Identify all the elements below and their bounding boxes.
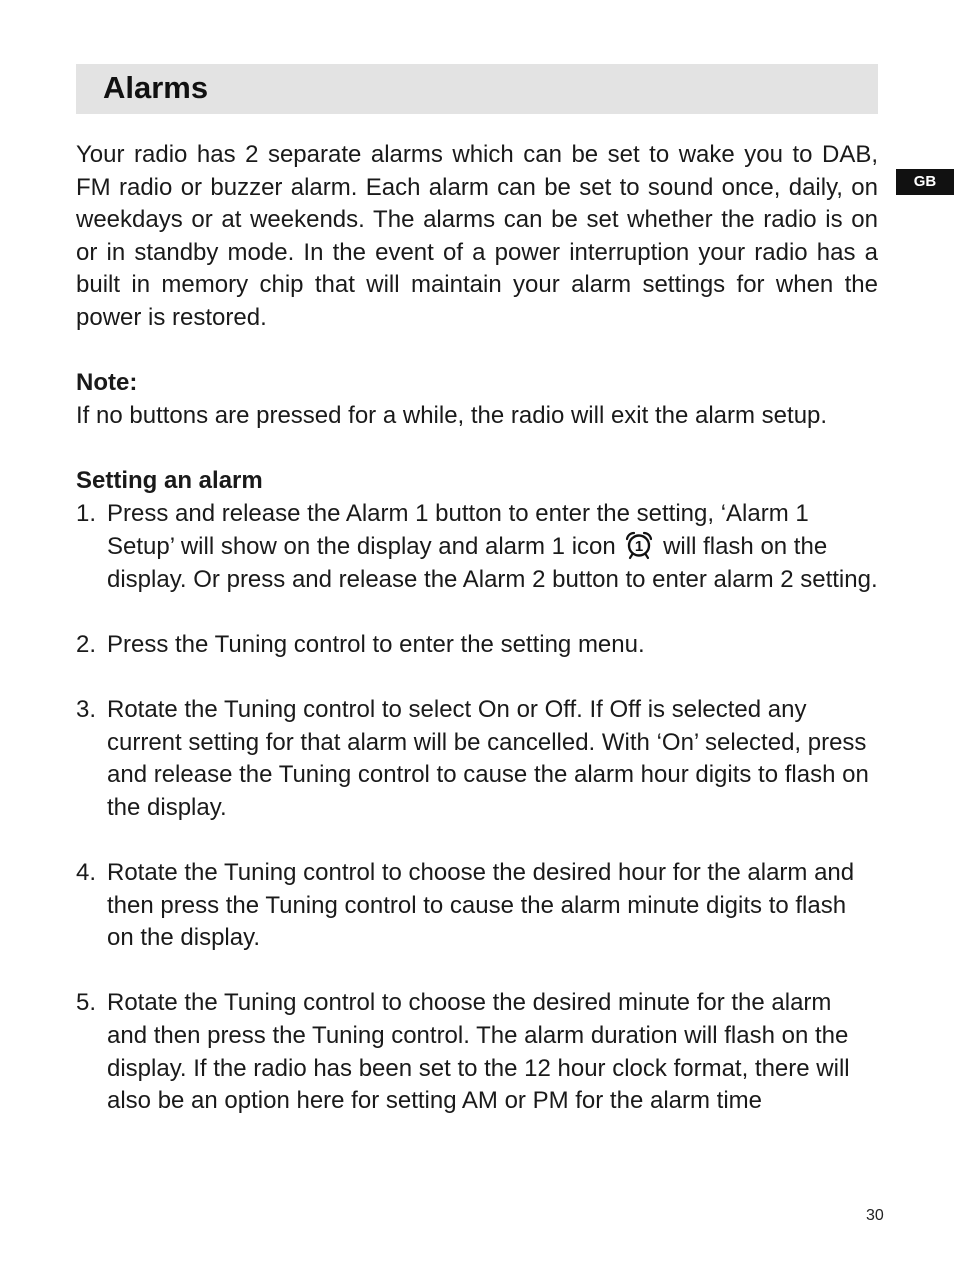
step-number: 4. xyxy=(76,859,97,887)
section-title-bar xyxy=(76,64,878,114)
spacer xyxy=(76,432,878,465)
step-item xyxy=(76,857,878,955)
step-item xyxy=(76,629,878,662)
page-title: Alarms xyxy=(103,70,209,105)
page-content xyxy=(76,139,878,1118)
step-number: 2. xyxy=(76,630,97,658)
spacer xyxy=(76,824,878,857)
step-text: Press the Tuning control to enter the setting menu. xyxy=(107,630,645,658)
step-text: Rotate the Tuning control to choose the desired hour for the alarm and then press the Tuning control to cause the alarm minute digits to flash on the display. xyxy=(107,859,855,952)
alarm-icon-digit: 1 xyxy=(635,538,644,556)
page-number: 30 xyxy=(866,1207,884,1224)
intro-paragraph: Your radio has 2 separate alarms which can be set to wake you to DAB, FM radio or buzzer alarm. Each alarm can be set to sound once, daily, on weekdays or at weekends. The alarms can be set whether the radio is on or in standby mode. In the event of a power interruption your radio has a built in memory chip that will maintain your alarm settings for when the power is restored. xyxy=(76,141,878,331)
step-number: 3. xyxy=(76,696,97,724)
spacer xyxy=(76,335,878,368)
step-item xyxy=(76,498,878,597)
step-text: Rotate the Tuning control to select On or Off. If Off is selected any current setting for that alarm will be cancelled. With ‘On’ selected, press and release the Tuning control to cause the alarm hour digits to flash on the display. xyxy=(107,696,869,821)
step-text: will flash on the display. Or press and release the Alarm 2 button to enter alarm 2 setting. xyxy=(107,533,878,593)
language-tab: GB xyxy=(896,169,954,195)
step-text: Press and release the Alarm 1 button to enter the setting, ‘Alarm 1 Setup’ will show on the display and alarm 1 icon xyxy=(107,499,809,561)
steps-list xyxy=(76,498,878,1118)
alarm-clock-1-icon xyxy=(624,530,654,560)
step-number: 5. xyxy=(76,989,97,1017)
note-label: Note: xyxy=(76,369,138,397)
step-item xyxy=(76,987,878,1117)
step-number: 1. xyxy=(76,499,97,527)
step-text: Rotate the Tuning control to choose the desired minute for the alarm and then press the Tuning control. The alarm duration will flash on the display. If the radio has been set to the 12 hour clock format, there will also be an option here for setting AM or PM for the alarm time xyxy=(107,989,850,1115)
step-item xyxy=(76,694,878,824)
spacer xyxy=(76,662,878,695)
spacer xyxy=(76,955,878,988)
spacer xyxy=(76,596,878,629)
note-text: If no buttons are pressed for a while, the radio will exit the alarm setup. xyxy=(76,401,828,429)
setting-heading: Setting an alarm xyxy=(76,466,263,494)
